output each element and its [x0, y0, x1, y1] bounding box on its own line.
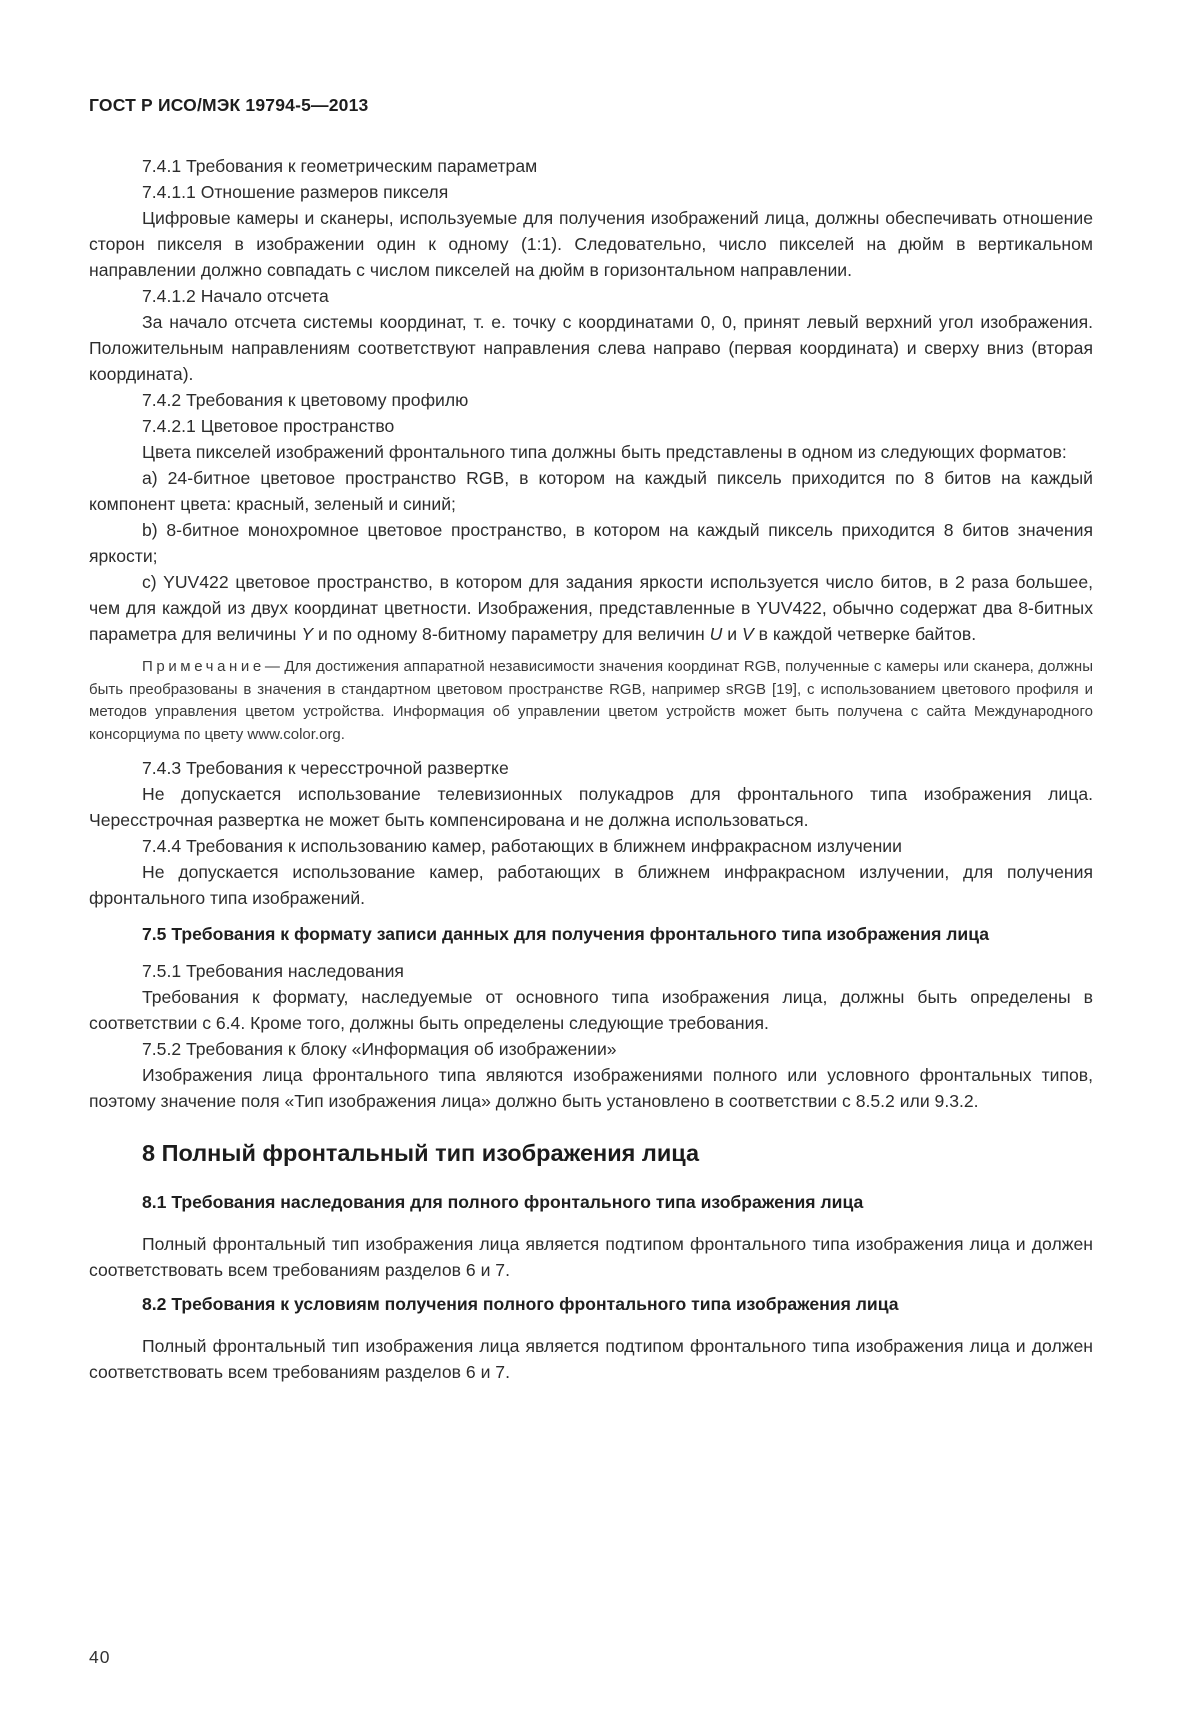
variable-u: U — [709, 624, 723, 644]
paragraph: Требования к формату, наследуемые от основного типа изображения лица, должны быть определены в соответствии с 6.4. Кроме того, должны быть определены следующие требования. — [89, 987, 1093, 1033]
variable-v: V — [741, 624, 754, 644]
paragraph: Изображения лица фронтального типа являются изображениями полного или условного фронтальных типов, поэтому значение поля «Тип изображения лица» должно быть установлено в соответствии с 8.5.2 или 9.3.2. — [89, 1065, 1093, 1111]
list-item: a) 24-битное цветовое пространство RGB, в котором на каждый пиксель приходится по 8 битов на каждый компонент цвета: красный, зеленый и синий; — [89, 468, 1093, 514]
subsection-title: 7.4.4 Требования к использованию камер, работающих в ближнем инфракрасном излучении — [142, 836, 902, 856]
subsection-title: 7.4.2.1 Цветовое пространство — [142, 416, 395, 436]
document-body — [89, 153, 1093, 1385]
page-number: 40 — [89, 1647, 111, 1667]
chapter-heading: 8 Полный фронтальный тип изображения лица — [142, 1140, 700, 1166]
section-heading: 8.1 Требования наследования для полного фронтального типа изображения лица — [142, 1192, 864, 1212]
paragraph: Не допускается использование камер, работающих в ближнем инфракрасном излучении, для получения фронтального типа изображений. — [89, 862, 1093, 908]
paragraph: Цифровые камеры и сканеры, используемые для получения изображений лица, должны обеспечивать отношение сторон пикселя в изображении один к одному (1:1). Следовательно, число пикселей на дюйм в вертикальном направлении должно совпадать с числом пикселей на дюйм в горизонтальном направлении. — [89, 208, 1093, 280]
note-label: Примечание — [142, 658, 265, 675]
note — [89, 656, 1093, 746]
subsection-title: 7.4.2 Требования к цветовому профилю — [142, 390, 469, 410]
subsection-title: 7.4.3 Требования к чересстрочной развертке — [142, 758, 509, 778]
list-item-text: в каждой четверке байтов. — [758, 624, 977, 644]
note-text: — Для достижения аппаратной независимости значения координат RGB, полученные с камеры или сканера, должны быть преобразованы в значения в стандартном цветовом пространстве RGB, например sRGB [19], с использованием цветового профиля и методов управления цветом устройства. Информация об управлении цветом устройств может быть получена с сайта Международного консорциума по цвету www.color.org. — [89, 658, 1093, 743]
paragraph: Не допускается использование телевизионных полукадров для фронтального типа изображения лица. Чересстрочная развертка не может быть компенсирована и не должна использоваться. — [89, 784, 1093, 830]
list-item — [89, 569, 1093, 647]
subsection-title: 7.4.1.2 Начало отсчета — [142, 286, 329, 306]
subsection-title: 7.4.1.1 Отношение размеров пикселя — [142, 182, 449, 202]
document-header: ГОСТ Р ИСО/МЭК 19794-5—2013 — [89, 95, 369, 115]
list-item: b) 8-битное монохромное цветовое пространство, в котором на каждый пиксель приходится 8 битов значения яркости; — [89, 520, 1093, 566]
paragraph: Цвета пикселей изображений фронтального типа должны быть представлены в одном из следующих форматов: — [142, 442, 1067, 462]
list-item-text: c) YUV422 цветовое пространство, в котором для задания яркости используется число битов, в 2 раза большее, чем для каждой из двух координат цветности. Изображения, представленные в YUV422, обычно содержат два 8-битных параметра для величины — [89, 572, 1093, 644]
list-item-text: и — [727, 624, 738, 644]
paragraph: За начало отсчета системы координат, т. е. точку с координатами 0, 0, принят левый верхний угол изображения. Положительным направлениям соответствуют направления слева направо (первая координата) и сверху вниз (вторая координата). — [89, 312, 1093, 384]
paragraph: Полный фронтальный тип изображения лица является подтипом фронтального типа изображения лица и должен соответствовать всем требованиям разделов 6 и 7. — [89, 1336, 1093, 1382]
subsection-title: 7.5.2 Требования к блоку «Информация об изображении» — [142, 1039, 617, 1059]
subsection-title: 7.4.1 Требования к геометрическим параметрам — [142, 156, 538, 176]
subsection-title: 7.5.1 Требования наследования — [142, 961, 404, 981]
section-heading: 7.5 Требования к формату записи данных для получения фронтального типа изображения лица — [142, 924, 990, 944]
variable-y: Y — [301, 624, 314, 644]
paragraph: Полный фронтальный тип изображения лица является подтипом фронтального типа изображения лица и должен соответствовать всем требованиям разделов 6 и 7. — [89, 1234, 1093, 1280]
list-item-text: и по одному 8-битному параметру для величин — [317, 624, 705, 644]
section-heading: 8.2 Требования к условиям получения полного фронтального типа изображения лица — [142, 1294, 899, 1314]
